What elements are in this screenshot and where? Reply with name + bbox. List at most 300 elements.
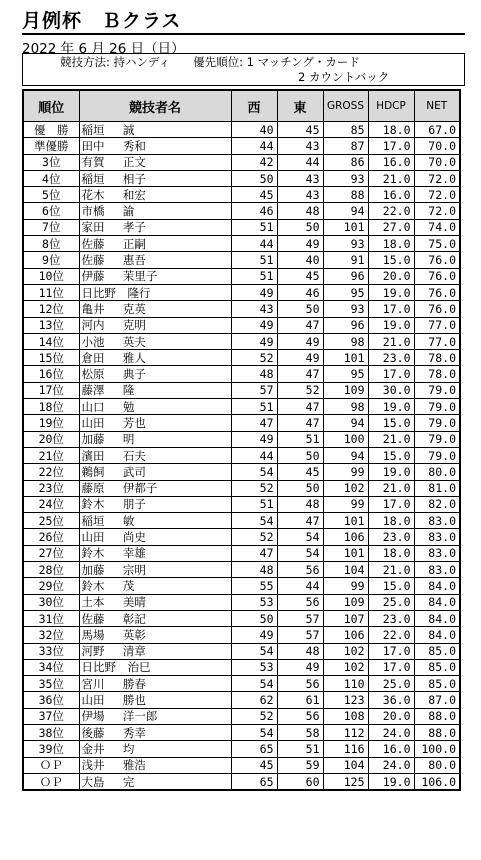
rank-cell: 19位 <box>23 415 79 431</box>
net-cell: 74.0 <box>414 219 460 235</box>
player-name-cell: 濱田 石夫 <box>79 447 231 463</box>
player-name-cell: 土本 美晴 <box>79 594 231 610</box>
gross-cell: 91 <box>323 252 368 268</box>
table-row <box>23 252 460 268</box>
east-score-cell: 61 <box>277 692 323 708</box>
rank-cell: 3位 <box>23 154 79 170</box>
player-name-cell: 佐藤 惠吾 <box>79 252 231 268</box>
gross-cell: 109 <box>323 594 368 610</box>
player-name-cell: 稲垣 相子 <box>79 170 231 186</box>
net-cell: 83.0 <box>414 562 460 578</box>
rank-cell: 18位 <box>23 399 79 415</box>
net-cell: 75.0 <box>414 236 460 252</box>
table-row <box>23 350 460 366</box>
player-name-cell: 日比野 治巳 <box>79 659 231 675</box>
table-row <box>23 692 460 708</box>
east-score-cell: 47 <box>277 366 323 382</box>
player-name-cell: 稲垣 誠 <box>79 122 231 138</box>
priority-line-2: 2 カウントバック <box>298 70 390 84</box>
hdcp-cell: 30.0 <box>368 382 414 398</box>
table-row <box>23 187 460 203</box>
hdcp-cell: 24.0 <box>368 757 414 773</box>
west-score-cell: 45 <box>231 187 277 203</box>
hdcp-cell: 19.0 <box>368 284 414 300</box>
player-name-cell: 鈴木 幸雄 <box>79 545 231 561</box>
player-name-cell: 山田 尚史 <box>79 529 231 545</box>
west-score-cell: 50 <box>231 170 277 186</box>
table-row <box>23 366 460 382</box>
west-score-cell: 44 <box>231 138 277 154</box>
east-score-cell: 54 <box>277 545 323 561</box>
player-name-cell: 家田 孝子 <box>79 219 231 235</box>
table-row <box>23 545 460 561</box>
net-cell: 78.0 <box>414 350 460 366</box>
net-cell: 72.0 <box>414 187 460 203</box>
header-east: 東 <box>277 90 323 122</box>
east-score-cell: 47 <box>277 415 323 431</box>
west-score-cell: 65 <box>231 741 277 757</box>
gross-cell: 112 <box>323 724 368 740</box>
west-score-cell: 51 <box>231 399 277 415</box>
player-name-cell: 市橋 諭 <box>79 203 231 219</box>
hdcp-cell: 18.0 <box>368 545 414 561</box>
rank-cell: ＯＰ <box>23 757 79 773</box>
west-score-cell: 54 <box>231 643 277 659</box>
east-score-cell: 49 <box>277 236 323 252</box>
table-row <box>23 513 460 529</box>
rank-cell: 32位 <box>23 627 79 643</box>
net-cell: 77.0 <box>414 317 460 333</box>
gross-cell: 87 <box>323 138 368 154</box>
net-cell: 80.0 <box>414 757 460 773</box>
west-score-cell: 53 <box>231 594 277 610</box>
gross-cell: 93 <box>323 170 368 186</box>
hdcp-cell: 16.0 <box>368 154 414 170</box>
competition-method-line: 競技方法: 持ハンディ 優先順位: 1 マッチング・カード <box>60 55 360 69</box>
rank-cell: 4位 <box>23 170 79 186</box>
hdcp-cell: 20.0 <box>368 708 414 724</box>
table-row <box>23 464 460 480</box>
rank-cell: 優 勝 <box>23 122 79 138</box>
east-score-cell: 58 <box>277 724 323 740</box>
rank-cell: 8位 <box>23 236 79 252</box>
header-net: NET <box>414 90 460 122</box>
east-score-cell: 56 <box>277 594 323 610</box>
net-cell: 72.0 <box>414 203 460 219</box>
rank-cell: 6位 <box>23 203 79 219</box>
net-cell: 85.0 <box>414 659 460 675</box>
gross-cell: 102 <box>323 480 368 496</box>
player-name-cell: 河野 清章 <box>79 643 231 659</box>
table-row <box>23 741 460 757</box>
hdcp-cell: 18.0 <box>368 236 414 252</box>
west-score-cell: 52 <box>231 480 277 496</box>
gross-cell: 85 <box>323 122 368 138</box>
east-score-cell: 43 <box>277 187 323 203</box>
east-score-cell: 49 <box>277 333 323 349</box>
rank-cell: 準優勝 <box>23 138 79 154</box>
table-row <box>23 415 460 431</box>
net-cell: 88.0 <box>414 708 460 724</box>
gross-cell: 100 <box>323 431 368 447</box>
table-row <box>23 138 460 154</box>
west-score-cell: 48 <box>231 366 277 382</box>
rank-cell: 34位 <box>23 659 79 675</box>
east-score-cell: 44 <box>277 578 323 594</box>
net-cell: 77.0 <box>414 333 460 349</box>
west-score-cell: 46 <box>231 203 277 219</box>
east-score-cell: 45 <box>277 122 323 138</box>
hdcp-cell: 23.0 <box>368 610 414 626</box>
hdcp-cell: 19.0 <box>368 317 414 333</box>
gross-cell: 88 <box>323 187 368 203</box>
rank-cell: 17位 <box>23 382 79 398</box>
west-score-cell: 54 <box>231 513 277 529</box>
hdcp-cell: 25.0 <box>368 676 414 692</box>
table-row <box>23 610 460 626</box>
hdcp-cell: 19.0 <box>368 399 414 415</box>
rank-cell: 20位 <box>23 431 79 447</box>
table-row <box>23 773 460 790</box>
net-cell: 84.0 <box>414 594 460 610</box>
rank-cell: 16位 <box>23 366 79 382</box>
gross-cell: 107 <box>323 610 368 626</box>
rank-cell: 24位 <box>23 496 79 512</box>
hdcp-cell: 18.0 <box>368 122 414 138</box>
hdcp-cell: 23.0 <box>368 350 414 366</box>
net-cell: 79.0 <box>414 431 460 447</box>
rank-cell: 23位 <box>23 480 79 496</box>
rank-cell: 30位 <box>23 594 79 610</box>
table-row <box>23 496 460 512</box>
west-score-cell: 51 <box>231 496 277 512</box>
east-score-cell: 59 <box>277 757 323 773</box>
player-name-cell: 鈴木 朋子 <box>79 496 231 512</box>
east-score-cell: 57 <box>277 627 323 643</box>
gross-cell: 95 <box>323 284 368 300</box>
west-score-cell: 40 <box>231 122 277 138</box>
rank-cell: 29位 <box>23 578 79 594</box>
net-cell: 76.0 <box>414 301 460 317</box>
table-row <box>23 431 460 447</box>
table-row <box>23 480 460 496</box>
player-name-cell: 加藤 明 <box>79 431 231 447</box>
hdcp-cell: 21.0 <box>368 431 414 447</box>
net-cell: 84.0 <box>414 627 460 643</box>
hdcp-cell: 17.0 <box>368 301 414 317</box>
rank-cell: 22位 <box>23 464 79 480</box>
player-name-cell: 倉田 雅人 <box>79 350 231 366</box>
rank-cell: 26位 <box>23 529 79 545</box>
player-name-cell: 金井 均 <box>79 741 231 757</box>
rank-cell: 31位 <box>23 610 79 626</box>
gross-cell: 99 <box>323 578 368 594</box>
rank-cell: 25位 <box>23 513 79 529</box>
table-row <box>23 399 460 415</box>
east-score-cell: 48 <box>277 643 323 659</box>
rank-cell: 7位 <box>23 219 79 235</box>
table-row <box>23 659 460 675</box>
table-header-row <box>23 90 460 122</box>
west-score-cell: 55 <box>231 578 277 594</box>
player-name-cell: 馬場 英彰 <box>79 627 231 643</box>
hdcp-cell: 17.0 <box>368 643 414 659</box>
gross-cell: 99 <box>323 464 368 480</box>
east-score-cell: 50 <box>277 301 323 317</box>
west-score-cell: 54 <box>231 676 277 692</box>
gross-cell: 104 <box>323 562 368 578</box>
hdcp-cell: 17.0 <box>368 366 414 382</box>
gross-cell: 125 <box>323 773 368 790</box>
player-name-cell: 後藤 秀幸 <box>79 724 231 740</box>
header-west: 西 <box>231 90 277 122</box>
header-player-name: 競技者名 <box>79 90 231 122</box>
player-name-cell: 藤原 伊都子 <box>79 480 231 496</box>
net-cell: 83.0 <box>414 545 460 561</box>
gross-cell: 93 <box>323 301 368 317</box>
table-row <box>23 529 460 545</box>
east-score-cell: 51 <box>277 741 323 757</box>
west-score-cell: 52 <box>231 529 277 545</box>
hdcp-cell: 23.0 <box>368 529 414 545</box>
player-name-cell: 鵜飼 武司 <box>79 464 231 480</box>
player-name-cell: 浅井 雅浩 <box>79 757 231 773</box>
east-score-cell: 45 <box>277 464 323 480</box>
hdcp-cell: 20.0 <box>368 268 414 284</box>
west-score-cell: 42 <box>231 154 277 170</box>
rank-cell: 5位 <box>23 187 79 203</box>
gross-cell: 86 <box>323 154 368 170</box>
hdcp-cell: 17.0 <box>368 138 414 154</box>
net-cell: 67.0 <box>414 122 460 138</box>
net-cell: 80.0 <box>414 464 460 480</box>
net-cell: 88.0 <box>414 724 460 740</box>
gross-cell: 99 <box>323 496 368 512</box>
hdcp-cell: 19.0 <box>368 464 414 480</box>
rank-cell: 13位 <box>23 317 79 333</box>
east-score-cell: 56 <box>277 562 323 578</box>
hdcp-cell: 21.0 <box>368 170 414 186</box>
west-score-cell: 51 <box>231 268 277 284</box>
table-row <box>23 317 460 333</box>
net-cell: 72.0 <box>414 170 460 186</box>
hdcp-cell: 19.0 <box>368 773 414 790</box>
player-name-cell: 山田 芳也 <box>79 415 231 431</box>
hdcp-cell: 27.0 <box>368 219 414 235</box>
player-name-cell: 鈴木 茂 <box>79 578 231 594</box>
hdcp-cell: 24.0 <box>368 724 414 740</box>
east-score-cell: 56 <box>277 676 323 692</box>
gross-cell: 98 <box>323 333 368 349</box>
east-score-cell: 57 <box>277 610 323 626</box>
east-score-cell: 50 <box>277 447 323 463</box>
net-cell: 84.0 <box>414 610 460 626</box>
east-score-cell: 50 <box>277 480 323 496</box>
east-score-cell: 47 <box>277 317 323 333</box>
hdcp-cell: 16.0 <box>368 741 414 757</box>
east-score-cell: 52 <box>277 382 323 398</box>
west-score-cell: 49 <box>231 317 277 333</box>
player-name-cell: 小池 英夫 <box>79 333 231 349</box>
table-row <box>23 594 460 610</box>
table-row <box>23 676 460 692</box>
rank-cell: 15位 <box>23 350 79 366</box>
net-cell: 70.0 <box>414 154 460 170</box>
net-cell: 84.0 <box>414 578 460 594</box>
net-cell: 85.0 <box>414 676 460 692</box>
west-score-cell: 45 <box>231 757 277 773</box>
net-cell: 76.0 <box>414 252 460 268</box>
rank-cell: 38位 <box>23 724 79 740</box>
player-name-cell: 伊藤 茉里子 <box>79 268 231 284</box>
net-cell: 87.0 <box>414 692 460 708</box>
east-score-cell: 49 <box>277 659 323 675</box>
table-row <box>23 203 460 219</box>
west-score-cell: 44 <box>231 236 277 252</box>
gross-cell: 101 <box>323 513 368 529</box>
rank-cell: ＯＰ <box>23 773 79 790</box>
table-row <box>23 562 460 578</box>
results-table-body <box>23 122 460 791</box>
player-name-cell: 日比野 隆行 <box>79 284 231 300</box>
west-score-cell: 49 <box>231 284 277 300</box>
gross-cell: 94 <box>323 415 368 431</box>
west-score-cell: 44 <box>231 447 277 463</box>
west-score-cell: 65 <box>231 773 277 790</box>
gross-cell: 116 <box>323 741 368 757</box>
rank-cell: 10位 <box>23 268 79 284</box>
table-row <box>23 578 460 594</box>
table-row <box>23 757 460 773</box>
rank-cell: 37位 <box>23 708 79 724</box>
gross-cell: 96 <box>323 268 368 284</box>
hdcp-cell: 16.0 <box>368 187 414 203</box>
player-name-cell: 大島 完 <box>79 773 231 790</box>
player-name-cell: 藤澤 隆 <box>79 382 231 398</box>
east-score-cell: 47 <box>277 513 323 529</box>
gross-cell: 98 <box>323 399 368 415</box>
table-row <box>23 122 460 138</box>
west-score-cell: 51 <box>231 252 277 268</box>
gross-cell: 101 <box>323 545 368 561</box>
table-row <box>23 382 460 398</box>
east-score-cell: 45 <box>277 268 323 284</box>
east-score-cell: 54 <box>277 529 323 545</box>
gross-cell: 104 <box>323 757 368 773</box>
east-score-cell: 46 <box>277 284 323 300</box>
player-name-cell: 山田 勝也 <box>79 692 231 708</box>
east-score-cell: 56 <box>277 708 323 724</box>
table-row <box>23 301 460 317</box>
table-row <box>23 236 460 252</box>
gross-cell: 109 <box>323 382 368 398</box>
player-name-cell: 宮川 勝春 <box>79 676 231 692</box>
net-cell: 79.0 <box>414 415 460 431</box>
west-score-cell: 49 <box>231 627 277 643</box>
west-score-cell: 47 <box>231 415 277 431</box>
hdcp-cell: 22.0 <box>368 203 414 219</box>
rank-cell: 11位 <box>23 284 79 300</box>
hdcp-cell: 18.0 <box>368 513 414 529</box>
results-table-wrapper <box>22 89 461 791</box>
hdcp-cell: 25.0 <box>368 594 414 610</box>
rank-cell: 35位 <box>23 676 79 692</box>
east-score-cell: 44 <box>277 154 323 170</box>
table-row <box>23 170 460 186</box>
player-name-cell: 有賀 正文 <box>79 154 231 170</box>
player-name-cell: 伊場 洋一郎 <box>79 708 231 724</box>
west-score-cell: 49 <box>231 333 277 349</box>
hdcp-cell: 17.0 <box>368 659 414 675</box>
gross-cell: 94 <box>323 447 368 463</box>
rank-cell: 27位 <box>23 545 79 561</box>
gross-cell: 95 <box>323 366 368 382</box>
player-name-cell: 河内 克明 <box>79 317 231 333</box>
rank-cell: 28位 <box>23 562 79 578</box>
net-cell: 79.0 <box>414 382 460 398</box>
hdcp-cell: 15.0 <box>368 415 414 431</box>
net-cell: 76.0 <box>414 284 460 300</box>
west-score-cell: 47 <box>231 545 277 561</box>
hdcp-cell: 21.0 <box>368 480 414 496</box>
hdcp-cell: 15.0 <box>368 578 414 594</box>
table-row <box>23 724 460 740</box>
rank-cell: 9位 <box>23 252 79 268</box>
player-name-cell: 稲垣 敏 <box>79 513 231 529</box>
gross-cell: 96 <box>323 317 368 333</box>
net-cell: 79.0 <box>414 399 460 415</box>
page-title: 月例杯 Ｂクラス <box>22 10 182 32</box>
hdcp-cell: 17.0 <box>368 496 414 512</box>
net-cell: 70.0 <box>414 138 460 154</box>
table-row <box>23 708 460 724</box>
west-score-cell: 62 <box>231 692 277 708</box>
east-score-cell: 43 <box>277 138 323 154</box>
gross-cell: 93 <box>323 236 368 252</box>
east-score-cell: 40 <box>277 252 323 268</box>
gross-cell: 102 <box>323 643 368 659</box>
west-score-cell: 43 <box>231 301 277 317</box>
player-name-cell: 田中 秀和 <box>79 138 231 154</box>
west-score-cell: 48 <box>231 562 277 578</box>
header-rank: 順位 <box>23 90 79 122</box>
net-cell: 83.0 <box>414 513 460 529</box>
player-name-cell: 加藤 宗明 <box>79 562 231 578</box>
east-score-cell: 51 <box>277 431 323 447</box>
player-name-cell: 亀井 克英 <box>79 301 231 317</box>
net-cell: 82.0 <box>414 496 460 512</box>
gross-cell: 106 <box>323 627 368 643</box>
gross-cell: 94 <box>323 203 368 219</box>
net-cell: 100.0 <box>414 741 460 757</box>
net-cell: 85.0 <box>414 643 460 659</box>
west-score-cell: 54 <box>231 464 277 480</box>
east-score-cell: 50 <box>277 219 323 235</box>
west-score-cell: 50 <box>231 610 277 626</box>
east-score-cell: 60 <box>277 773 323 790</box>
header-hdcp: HDCP <box>368 90 414 122</box>
table-row <box>23 154 460 170</box>
west-score-cell: 52 <box>231 708 277 724</box>
results-table <box>22 89 461 791</box>
table-row <box>23 333 460 349</box>
table-row <box>23 219 460 235</box>
gross-cell: 101 <box>323 350 368 366</box>
player-name-cell: 佐藤 正嗣 <box>79 236 231 252</box>
table-row <box>23 268 460 284</box>
hdcp-cell: 21.0 <box>368 333 414 349</box>
player-name-cell: 花木 和宏 <box>79 187 231 203</box>
